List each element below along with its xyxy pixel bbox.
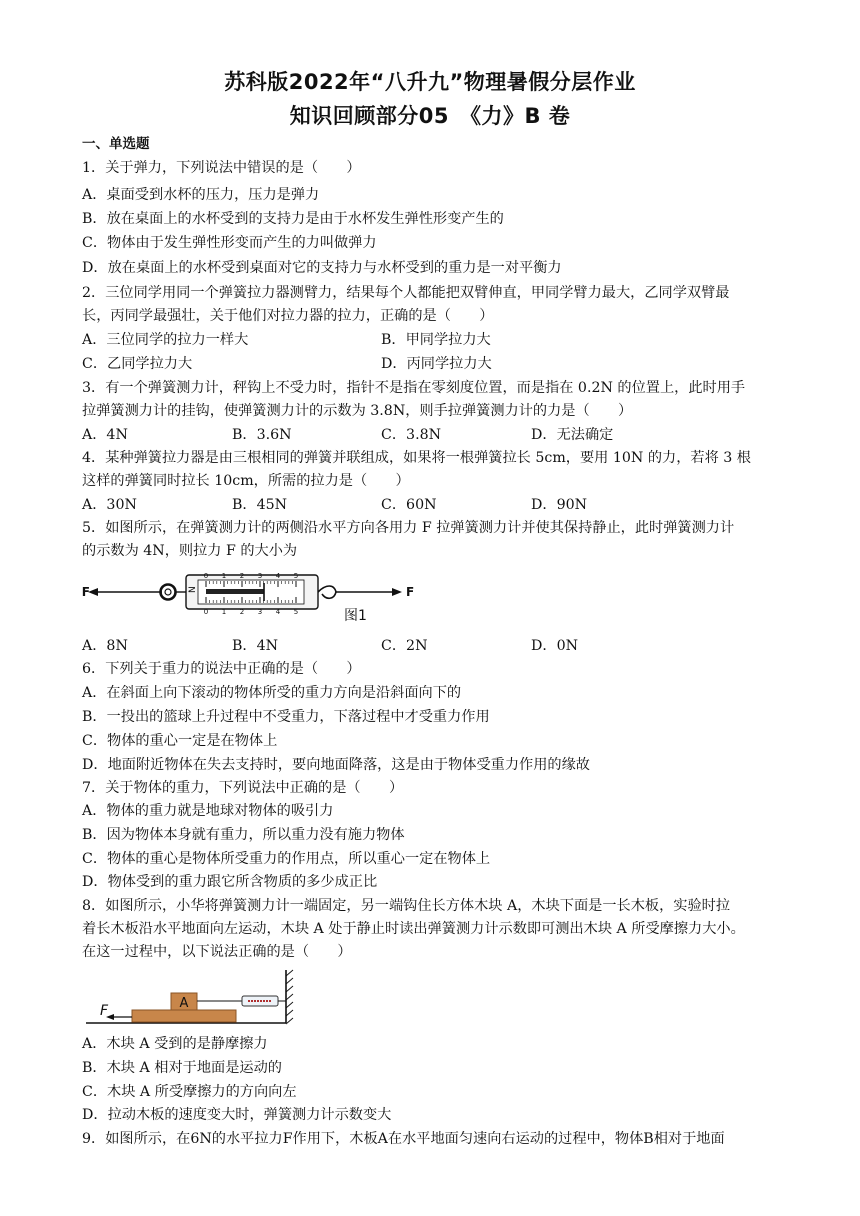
question-1-option-a: A．桌面受到水杯的压力，压力是弹力 — [82, 187, 320, 203]
question-3-option-d: D．无法确定 — [531, 427, 614, 443]
section-heading: 一、单选题 — [82, 136, 150, 152]
question-4-option-b: B．45N — [232, 497, 288, 513]
scale-tick-label: 0 — [203, 572, 209, 580]
spring-pointer — [206, 589, 264, 594]
question-3-stem-line2: 拉弹簧测力计的挂钩，使弹簧测力计的示数为 3.8N，则手拉弹簧测力计的力是（ ） — [82, 403, 633, 419]
question-1-stem: 1．关于弹力，下列说法中错误的是（ ） — [82, 160, 361, 176]
question-3-option-c: C．3.8N — [381, 427, 442, 443]
question-7-stem: 7．关于物体的重力，下列说法中正确的是（ ） — [82, 780, 404, 796]
spring-scale-figure — [81, 564, 415, 628]
question-7-option-a: A．物体的重力就是地球对物体的吸引力 — [82, 803, 334, 819]
question-9-stem-line1: 9．如图所示，在6N的水平拉力F作用下，木板A在水平地面匀速向右运动的过程中，物体B相对于地面 — [82, 1131, 725, 1147]
question-2-stem-line1: 2．三位同学用同一个弹簧拉力器测臂力，结果每个人都能把双臂伸直，甲同学臂力最大，乙同学双臂最 — [82, 285, 730, 301]
question-7-option-c: C．物体的重心是物体所受重力的作用点，所以重心一定在物体上 — [82, 851, 491, 867]
question-8-option-d: D．拉动木板的速度变大时，弹簧测力计示数变大 — [82, 1107, 392, 1123]
friction-experiment-figure — [82, 966, 298, 1030]
scale-tick-label: 1 — [221, 608, 227, 616]
question-5-option-d: D．0N — [531, 638, 579, 654]
question-7-option-b: B．因为物体本身就有重力，所以重力没有施力物体 — [82, 827, 405, 843]
force-label: F — [100, 1003, 109, 1019]
question-2-stem-line2: 长，丙同学最强壮，关于他们对拉力器的拉力，正确的是（ ） — [82, 308, 494, 324]
scale-tick-label: 2 — [239, 572, 245, 580]
question-2-option-d: D．丙同学拉力大 — [381, 356, 492, 372]
question-8-option-a: A．木块 A 受到的是静摩擦力 — [82, 1036, 268, 1052]
question-7-option-d: D．物体受到的重力跟它所含物质的多少成正比 — [82, 874, 378, 890]
scale-tick-label: 4 — [275, 608, 281, 616]
question-2-option-a: A．三位同学的拉力一样大 — [82, 332, 249, 348]
question-4-stem-line2: 这样的弹簧同时拉长 10cm，所需的拉力是（ ） — [82, 473, 410, 489]
question-6-option-c: C．物体的重心一定是在物体上 — [82, 733, 278, 749]
long-board — [132, 1010, 236, 1022]
scale-unit-label: N — [188, 586, 198, 593]
figure-caption: 图1 — [344, 608, 367, 624]
document-title: 苏科版2022年“八升九”物理暑假分层作业 — [224, 70, 636, 94]
scale-tick-label: 4 — [275, 572, 281, 580]
question-8-stem-line3: 在这一过程中，以下说法正确的是（ ） — [82, 944, 352, 960]
scale-tick-label: 1 — [221, 572, 227, 580]
scale-tick-label: 0 — [203, 608, 209, 616]
left-force-label: F — [81, 585, 90, 599]
scale-tick-label: 3 — [257, 572, 263, 580]
block-a-label: A — [179, 996, 189, 1011]
question-5-option-b: B．4N — [232, 638, 279, 654]
question-5-option-c: C．2N — [381, 638, 428, 654]
question-1-option-b: B．放在桌面上的水杯受到的支持力是由于水杯发生弹性形变产生的 — [82, 211, 504, 227]
ring-icon — [161, 585, 176, 600]
question-8-option-b: B．木块 A 相对于地面是运动的 — [82, 1060, 282, 1076]
question-2-option-c: C．乙同学拉力大 — [82, 356, 193, 372]
question-3-option-a: A．4N — [82, 427, 128, 443]
question-6-stem: 6．下列关于重力的说法中正确的是（ ） — [82, 661, 361, 677]
scale-tick-label: 3 — [257, 608, 263, 616]
question-3-stem-line1: 3．有一个弹簧测力计，秤钩上不受力时，指针不是指在零刻度位置，而是指在 0.2N 的位置上，此时用手 — [82, 380, 746, 396]
question-1-option-d: D．放在桌面上的水杯受到桌面对它的支持力与水杯受到的重力是一对平衡力 — [82, 260, 562, 276]
question-5-stem-line2: 的示数为 4N，则拉力 F 的大小为 — [82, 543, 298, 559]
question-5-stem-line1: 5．如图所示，在弹簧测力计的两侧沿水平方向各用力 F 拉弹簧测力计并使其保持静止，此时弹簧测力计 — [82, 520, 735, 536]
question-4-option-c: C．60N — [381, 497, 437, 513]
scale-tick-label: 5 — [293, 572, 299, 580]
question-1-option-c: C．物体由于发生弹性形变而产生的力叫做弹力 — [82, 235, 377, 251]
question-8-stem-line2: 着长木板沿水平地面向左运动，木块 A 处于静止时读出弹簧测力计示数即可测出木块 A 所受摩擦力大小。 — [82, 921, 745, 937]
wall-hatching — [286, 970, 293, 1024]
question-3-option-b: B．3.6N — [232, 427, 292, 443]
question-6-option-d: D．地面附近物体在失去支持时，要向地面降落，这是由于物体受重力作用的缘故 — [82, 757, 590, 773]
question-4-stem-line1: 4．某种弹簧拉力器是由三根相同的弹簧并联组成，如果将一根弹簧拉长 5cm，要用 10N 的力，若将 3 根 — [82, 450, 751, 466]
question-5-option-a: A．8N — [82, 638, 128, 654]
hook-icon — [318, 586, 336, 598]
question-8-option-c: C．木块 A 所受摩擦力的方向向左 — [82, 1084, 297, 1100]
question-6-option-b: B．一投出的篮球上升过程中不受重力，下落过程中才受重力作用 — [82, 709, 490, 725]
scale-tick-label: 2 — [239, 608, 245, 616]
question-4-option-d: D．90N — [531, 497, 588, 513]
question-2-option-b: B．甲同学拉力大 — [381, 332, 491, 348]
scale-tick-label: 5 — [293, 608, 299, 616]
document-subtitle: 知识回顾部分05 《力》B 卷 — [289, 104, 571, 128]
right-force-label: F — [406, 585, 415, 599]
right-arrowhead-icon — [392, 588, 402, 596]
question-6-option-a: A．在斜面上向下滚动的物体所受的重力方向是沿斜面向下的 — [82, 685, 462, 701]
question-8-stem-line1: 8．如图所示，小华将弹簧测力计一端固定，另一端钩住长方体木块 A，木块下面是一长木板，实验时拉 — [82, 898, 731, 914]
question-4-option-a: A．30N — [82, 497, 137, 513]
